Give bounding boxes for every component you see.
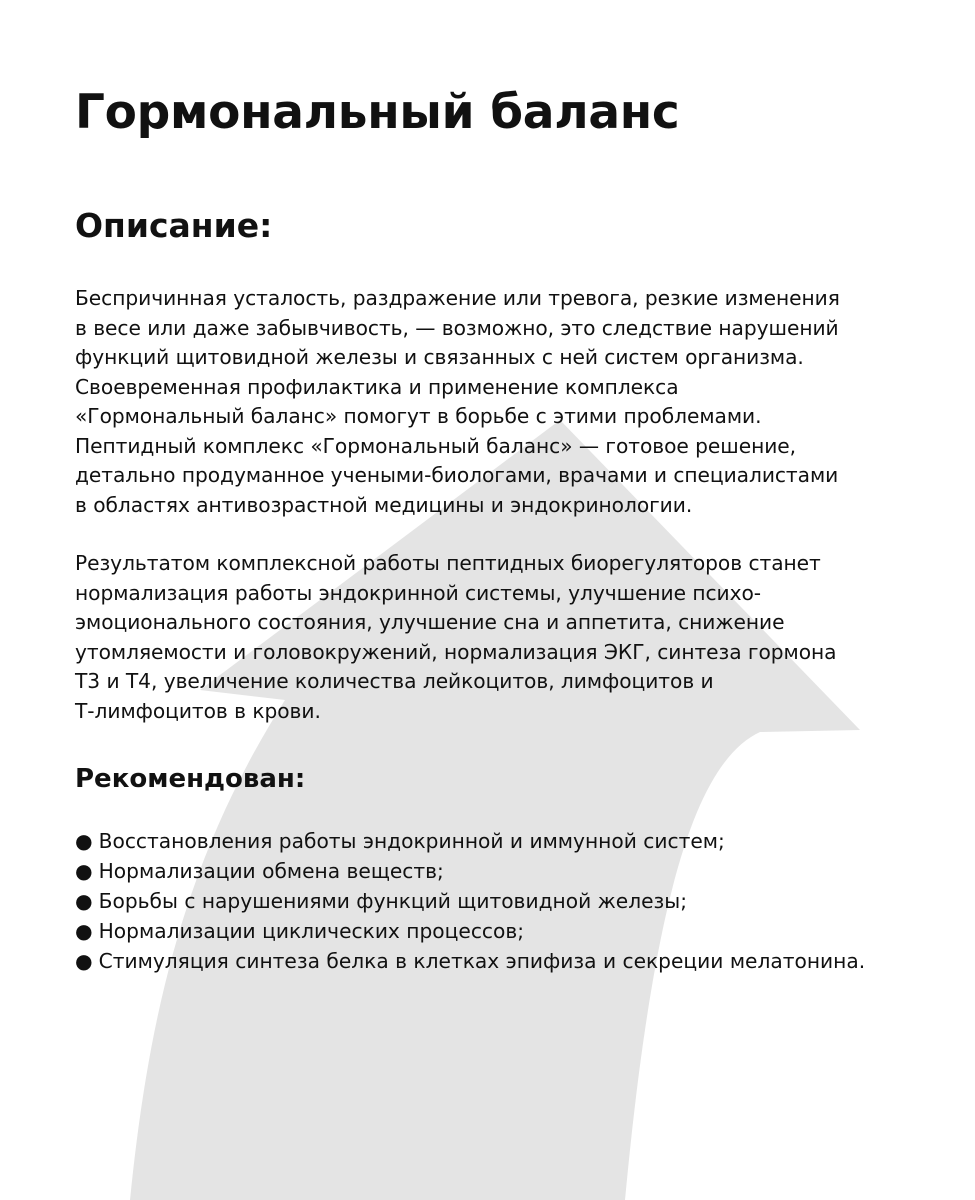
bullet-icon: ●	[75, 889, 93, 913]
arrow-shape	[130, 420, 860, 1200]
paragraph-line: в областях антивозрастной медицины и эндокринологии.	[75, 492, 693, 517]
list-item	[75, 886, 865, 916]
description-heading: Описание:	[75, 206, 273, 245]
list-item-text: Нормализации обмена веществ;	[98, 859, 444, 883]
list-item	[75, 916, 865, 946]
bullet-icon: ●	[75, 829, 93, 853]
page-title: Гормональный баланс	[75, 85, 680, 140]
paragraph-line: утомляемости и головокружений, нормализация ЭКГ, синтеза гормона	[75, 639, 837, 664]
recommended-heading: Рекомендован:	[75, 764, 306, 794]
paragraph-line: «Гормональный баланс» помогут в борьбе с этими проблемами.	[75, 404, 762, 428]
bullet-icon: ●	[75, 949, 93, 973]
paragraph-line: в весе или даже забывчивость, — возможно, это следствие нарушений	[75, 315, 839, 340]
recommended-list	[75, 826, 865, 976]
list-item-text: Стимуляция синтеза белка в клетках эпифиза и секреции мелатонина.	[98, 949, 866, 973]
paragraph-line: Т-лимфоцитов в крови.	[75, 698, 321, 723]
paragraph-line: Своевременная профилактика и применение комплекса	[75, 374, 679, 399]
list-item-text: Борьбы с нарушениями функций щитовидной железы;	[98, 889, 688, 913]
paragraph-line: нормализация работы эндокринной системы, улучшение психо-	[75, 580, 762, 605]
paragraph-line: детально продуманное учеными-биологами, врачами и специалистами	[75, 463, 839, 487]
paragraph-line: Пептидный комплекс «Гормональный баланс» — готовое решение,	[75, 433, 797, 458]
paragraph-line: Результатом комплексной работы пептидных биорегуляторов станет	[75, 551, 821, 575]
paragraph-line: функций щитовидной железы и связанных с ней систем организма.	[75, 345, 804, 369]
list-item-text: Восстановления работы эндокринной и иммунной систем;	[98, 829, 725, 853]
paragraph-line: Беспричинная усталость, раздражение или тревога, резкие изменения	[75, 286, 840, 310]
description-paragraph-1	[75, 284, 840, 520]
paragraph-line: эмоционального состояния, улучшение сна и аппетита, снижение	[75, 610, 785, 634]
list-item-text: Нормализации циклических процессов;	[98, 919, 525, 943]
paragraph-line: Т3 и Т4, увеличение количества лейкоцитов, лимфоцитов и	[75, 669, 714, 693]
description-paragraph-2	[75, 549, 837, 726]
list-item	[75, 856, 865, 886]
list-item	[75, 826, 865, 856]
bullet-icon: ●	[75, 859, 93, 883]
bullet-icon: ●	[75, 919, 93, 943]
list-item	[75, 946, 865, 976]
